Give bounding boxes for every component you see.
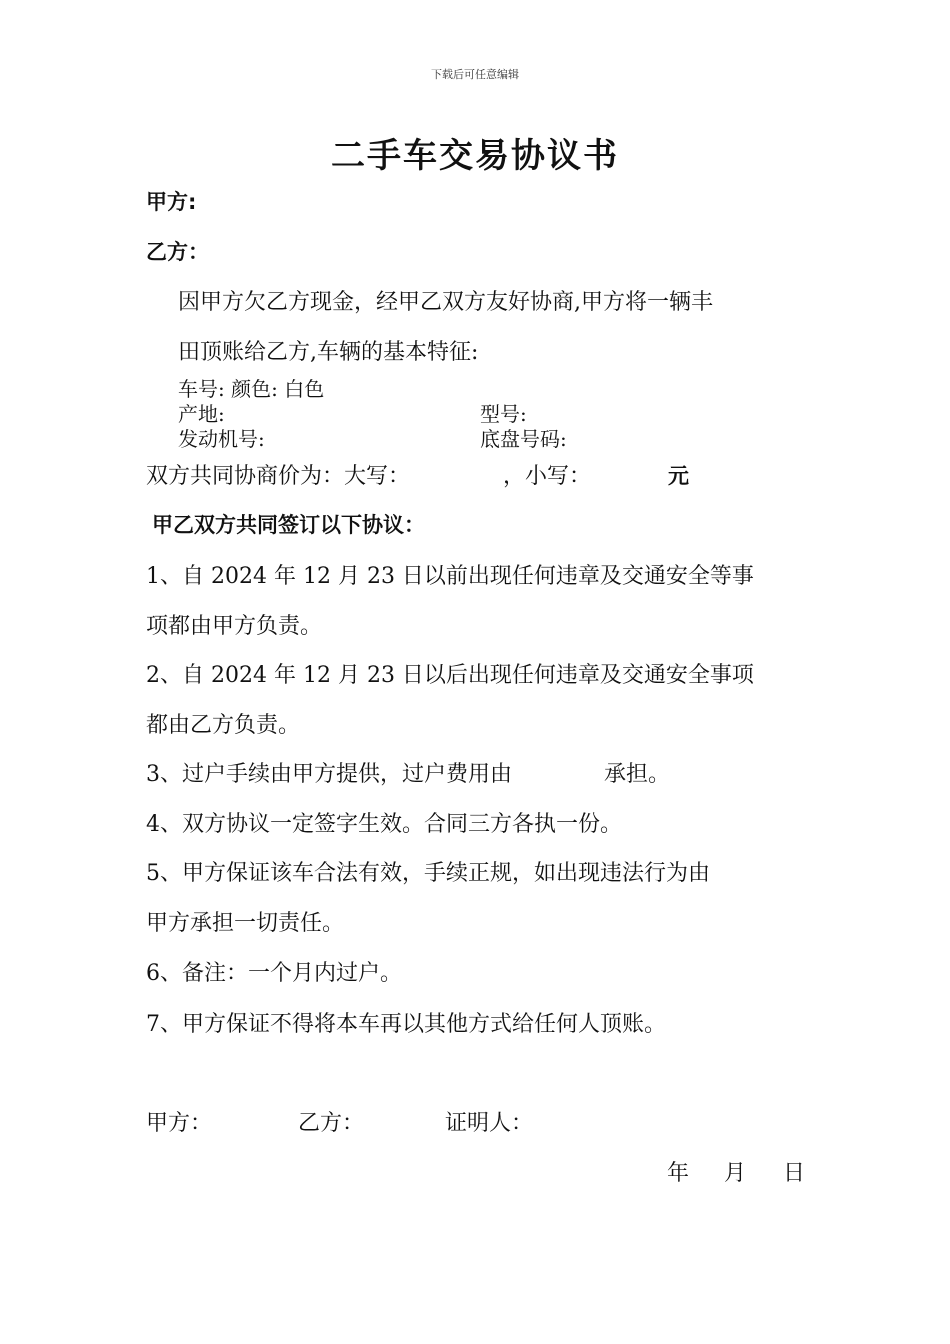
clause-6-line-1: 6、备注：一个月内过户。 [146, 961, 402, 986]
document-title: 二手车交易协议书 [331, 136, 619, 176]
signature-party-b: 乙方： [298, 1111, 365, 1136]
date-day: 日 [783, 1161, 806, 1186]
signature-party-a: 甲方： [146, 1111, 213, 1136]
intro-line-2: 田顶账给乙方,车辆的基本特征: [178, 340, 479, 365]
signature-witness: 证明人： [445, 1111, 534, 1136]
party-b-label: 乙方： [146, 240, 209, 264]
date-year: 年 [667, 1161, 690, 1186]
vehicle-origin: 产地: [178, 402, 225, 426]
vehicle-chassis-no: 底盘号码: [480, 427, 567, 451]
agreement-heading: 甲乙双方共同签订以下协议： [152, 513, 425, 537]
clause-3-line-1: 3、过户手续由甲方提供，过户费用由 [146, 762, 512, 787]
clause-4-line-1: 4、双方协议一定签字生效。合同三方各执一份。 [146, 812, 622, 837]
price-unit: 元 [668, 464, 689, 488]
intro-line-1: 因甲方欠乙方现金，经甲乙双方友好协商,甲方将一辆丰 [178, 290, 713, 315]
price-small-label: ，小写： [503, 464, 592, 489]
vehicle-engine-no: 发动机号: [178, 427, 265, 451]
clause-2-line-2: 都由乙方负责。 [146, 713, 301, 738]
vehicle-plate-color: 车号: 颜色: 白色 [178, 377, 325, 401]
clause-1-line-1: 1、自 2024 年 12 月 23 日以前出现任何违章及交通安全等事 [146, 564, 754, 589]
clause-1-line-2: 项都由甲方负责。 [146, 614, 323, 639]
clause-3-line-1-end: 承担。 [604, 762, 671, 787]
clause-5-line-1: 5、甲方保证该车合法有效，手续正规，如出现违法行为由 [146, 861, 710, 886]
clause-2-line-1: 2、自 2024 年 12 月 23 日以后出现任何违章及交通安全事项 [146, 663, 754, 688]
clause-7-line-1: 7、甲方保证不得将本车再以其他方式给任何人顶账。 [146, 1012, 666, 1037]
vehicle-model: 型号: [480, 402, 527, 426]
header-note: 下载后可任意编辑 [431, 68, 519, 81]
clause-5-line-2: 甲方承担一切责任。 [146, 911, 345, 936]
party-a-label: 甲方: [146, 190, 197, 214]
price-label: 双方共同协商价为：大写： [146, 464, 411, 489]
date-month: 月 [724, 1161, 747, 1186]
